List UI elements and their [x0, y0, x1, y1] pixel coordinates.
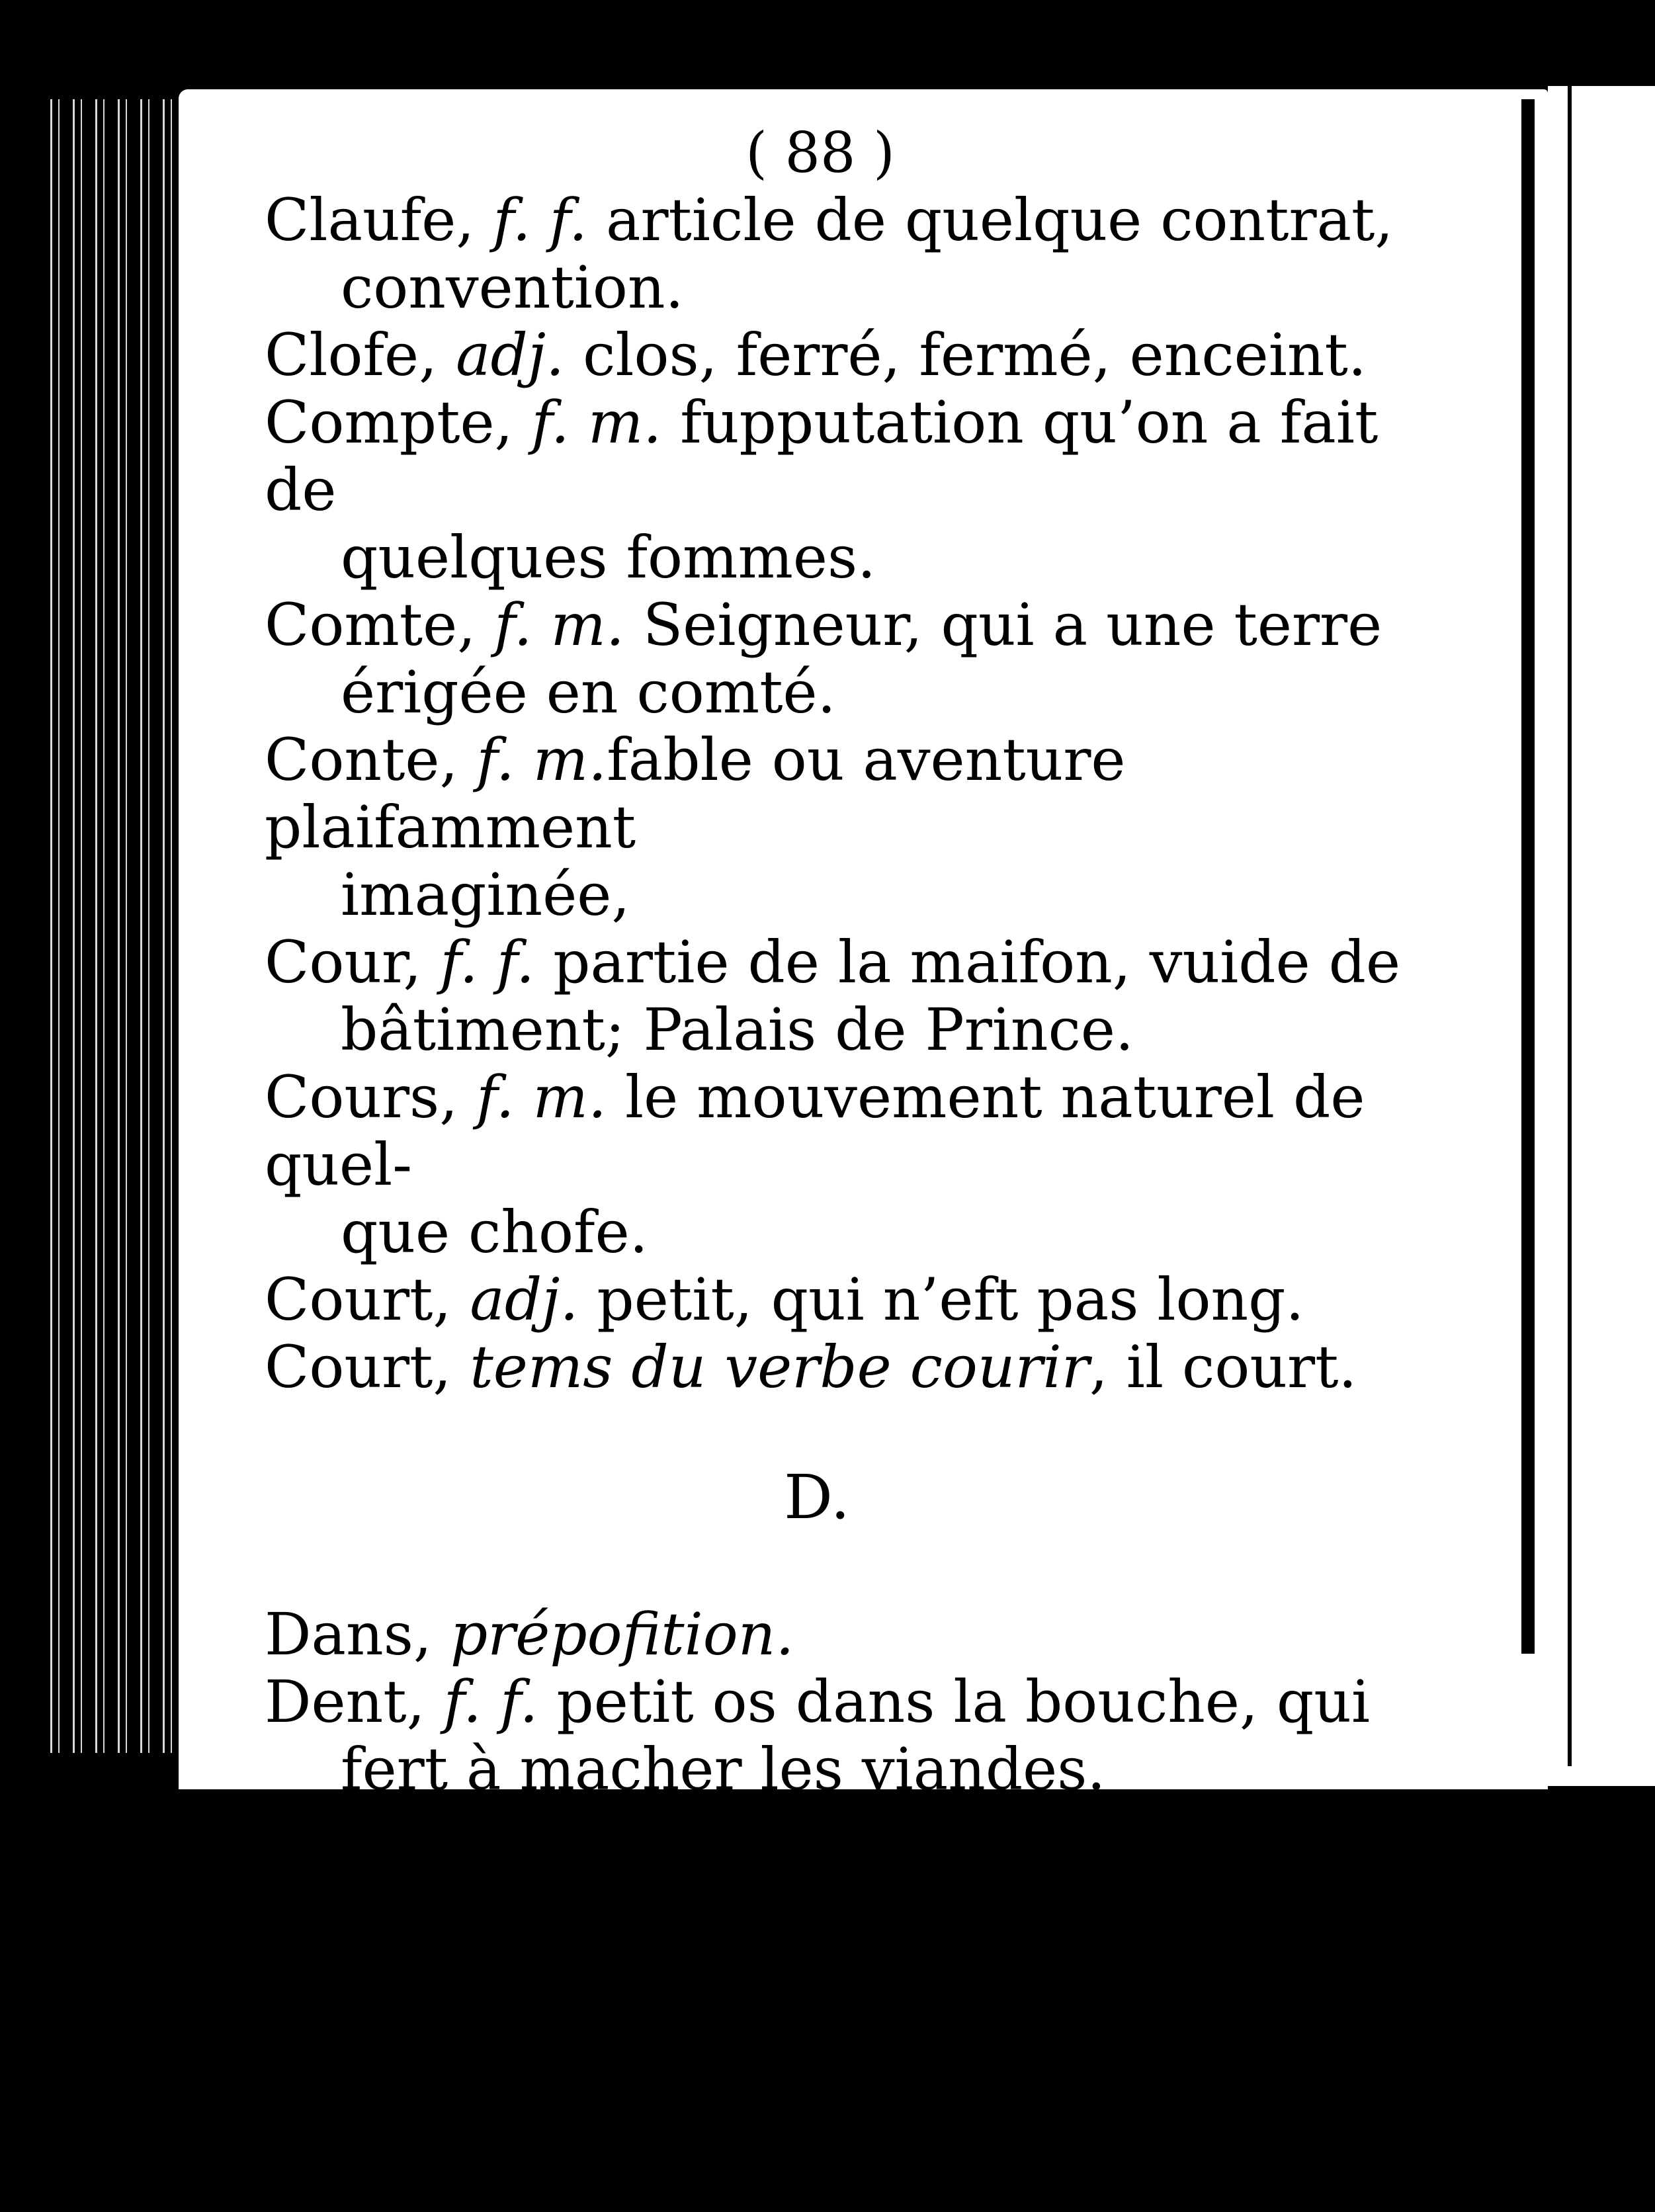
- section-c: [265, 187, 1402, 1401]
- section-d: [265, 1601, 1402, 2212]
- entry: Defcent, tems du verbe defcendre, il defcent.: [265, 1871, 1384, 2008]
- page-gutter-shadow: [1521, 99, 1535, 1654]
- dictionary-text: [265, 119, 1402, 2212]
- entry-headword: Compte: [265, 388, 495, 456]
- entry-headword: Clofe: [265, 321, 419, 389]
- entry-pos: adj.: [470, 1265, 579, 1334]
- entry: Dent, f. f. petit os dans la bouche, qui: [265, 1668, 1371, 1736]
- entry-headword: Décent: [265, 1803, 494, 1871]
- entry-pos: tems du verbe devoir: [440, 2143, 1125, 2212]
- entry-definition: petit, qui n’eft pas long.: [597, 1265, 1304, 1334]
- entry-pos: f. m.: [494, 591, 624, 659]
- entry-continuation: quelques fommes.: [341, 523, 876, 591]
- entry-definition: partie de la maifon, vuide de: [553, 928, 1401, 996]
- entry-headword: Defcent: [265, 1871, 519, 1939]
- entry-pos: adj.: [456, 321, 565, 389]
- entry-pos: adj.: [530, 1803, 651, 1871]
- entry-headword: Dans: [265, 1600, 413, 1668]
- entry: Décent, adj. convenable, propre.: [265, 1803, 1316, 1871]
- entry-definition: petit os dans la bouche, qui: [556, 1668, 1371, 1736]
- entry-pos: tems du verbe courir: [470, 1333, 1089, 1401]
- entry: Compte, f. m. fupputation qu’on a fait de: [265, 388, 1379, 524]
- entry: Court, tems du verbe courir, il court.: [265, 1333, 1357, 1401]
- entry-definition: le mouvement naturel de quel-: [265, 1063, 1365, 1199]
- entry-definition: Seigneur, qui a une terre: [642, 591, 1382, 659]
- entry-pos: f. m.: [476, 726, 607, 794]
- entry: Conte, f. m.fable ou aventure plaifamment: [265, 726, 1126, 861]
- entry: Comte, f. m. Seigneur, qui a une terre: [265, 591, 1382, 659]
- entry-headword: Doit: [265, 2143, 403, 2212]
- entry-headword: Conte: [265, 726, 440, 794]
- entry: Dans, prépofition.: [265, 1600, 794, 1668]
- entry-definition: fupputation qu’on a fait de: [265, 388, 1379, 524]
- entry-continuation: convention.: [341, 253, 684, 321]
- entry-pos: f. m.: [476, 1063, 607, 1131]
- entry-pos: prépofition.: [450, 1600, 794, 1668]
- letter-heading: D.: [784, 1462, 850, 1533]
- entry: Claufe, f. f. article de quelque contrat,: [265, 186, 1394, 254]
- entry: Court, adj. petit, qui n’eft pas long.: [265, 1265, 1304, 1334]
- entry-pos: f. m.: [480, 2007, 626, 2076]
- facing-page-border: [1568, 86, 1572, 1766]
- entry: Cours, f. m. le mouvement naturel de quel-: [265, 1063, 1365, 1199]
- entry-pos: f. f.: [440, 928, 535, 996]
- entry-definition: fable ou aventure plaifamment: [265, 726, 1126, 861]
- entry-headword: Court: [265, 1333, 433, 1401]
- entry-continuation: imaginée,: [341, 861, 630, 929]
- entry-headword: Doigt: [265, 2007, 444, 2076]
- entry-definition: clos, ferré, fermé, enceint.: [583, 321, 1367, 389]
- page-number: ( 88 ): [745, 120, 895, 185]
- entry: Cour, f. f. partie de la maifon, vuide de: [265, 928, 1401, 996]
- entry-pos: tems du verbe defcendre,: [556, 1871, 1384, 1939]
- entry-headword: Dent: [265, 1668, 407, 1736]
- entry: Doigt, f. m. une des cinq parties de la main.: [265, 2007, 1306, 2144]
- entry-continuation: que chofe.: [341, 1198, 648, 1266]
- entry-headword: Court: [265, 1265, 433, 1334]
- entry-pos: f. m.: [531, 388, 662, 456]
- entry-definition: article de quelque contrat,: [606, 186, 1394, 254]
- facing-page-edge: [1548, 86, 1655, 1786]
- entry-definition: il doit.: [1161, 2143, 1375, 2212]
- entry-continuation: fert à macher les viandes.: [341, 1735, 1106, 1803]
- entry-continuation: érigée en comté.: [341, 658, 836, 726]
- entry-definition: il court.: [1126, 1333, 1357, 1401]
- entry-headword: Cour: [265, 928, 403, 996]
- entry-pos: f. f.: [493, 186, 588, 254]
- entry: Doit, tems du verbe devoir, il doit.: [265, 2143, 1375, 2212]
- book-spine: [46, 99, 198, 1753]
- entry-pos: f. f.: [443, 1668, 538, 1736]
- entry: Clofe, adj. clos, ferré, fermé, enceint.: [265, 321, 1367, 389]
- entry-headword: Cours: [265, 1063, 440, 1131]
- entry-definition: une des cinq parties de la main.: [265, 2007, 1306, 2144]
- bold-entries: [265, 1803, 1402, 2212]
- entry-headword: Claufe: [265, 186, 456, 254]
- entry-definition: convenable, propre.: [669, 1803, 1316, 1871]
- entry-definition: il defcent.: [265, 1939, 594, 2008]
- entry-continuation: bâtiment; Palais de Prince.: [341, 996, 1134, 1064]
- entry-headword: Comte: [265, 591, 458, 659]
